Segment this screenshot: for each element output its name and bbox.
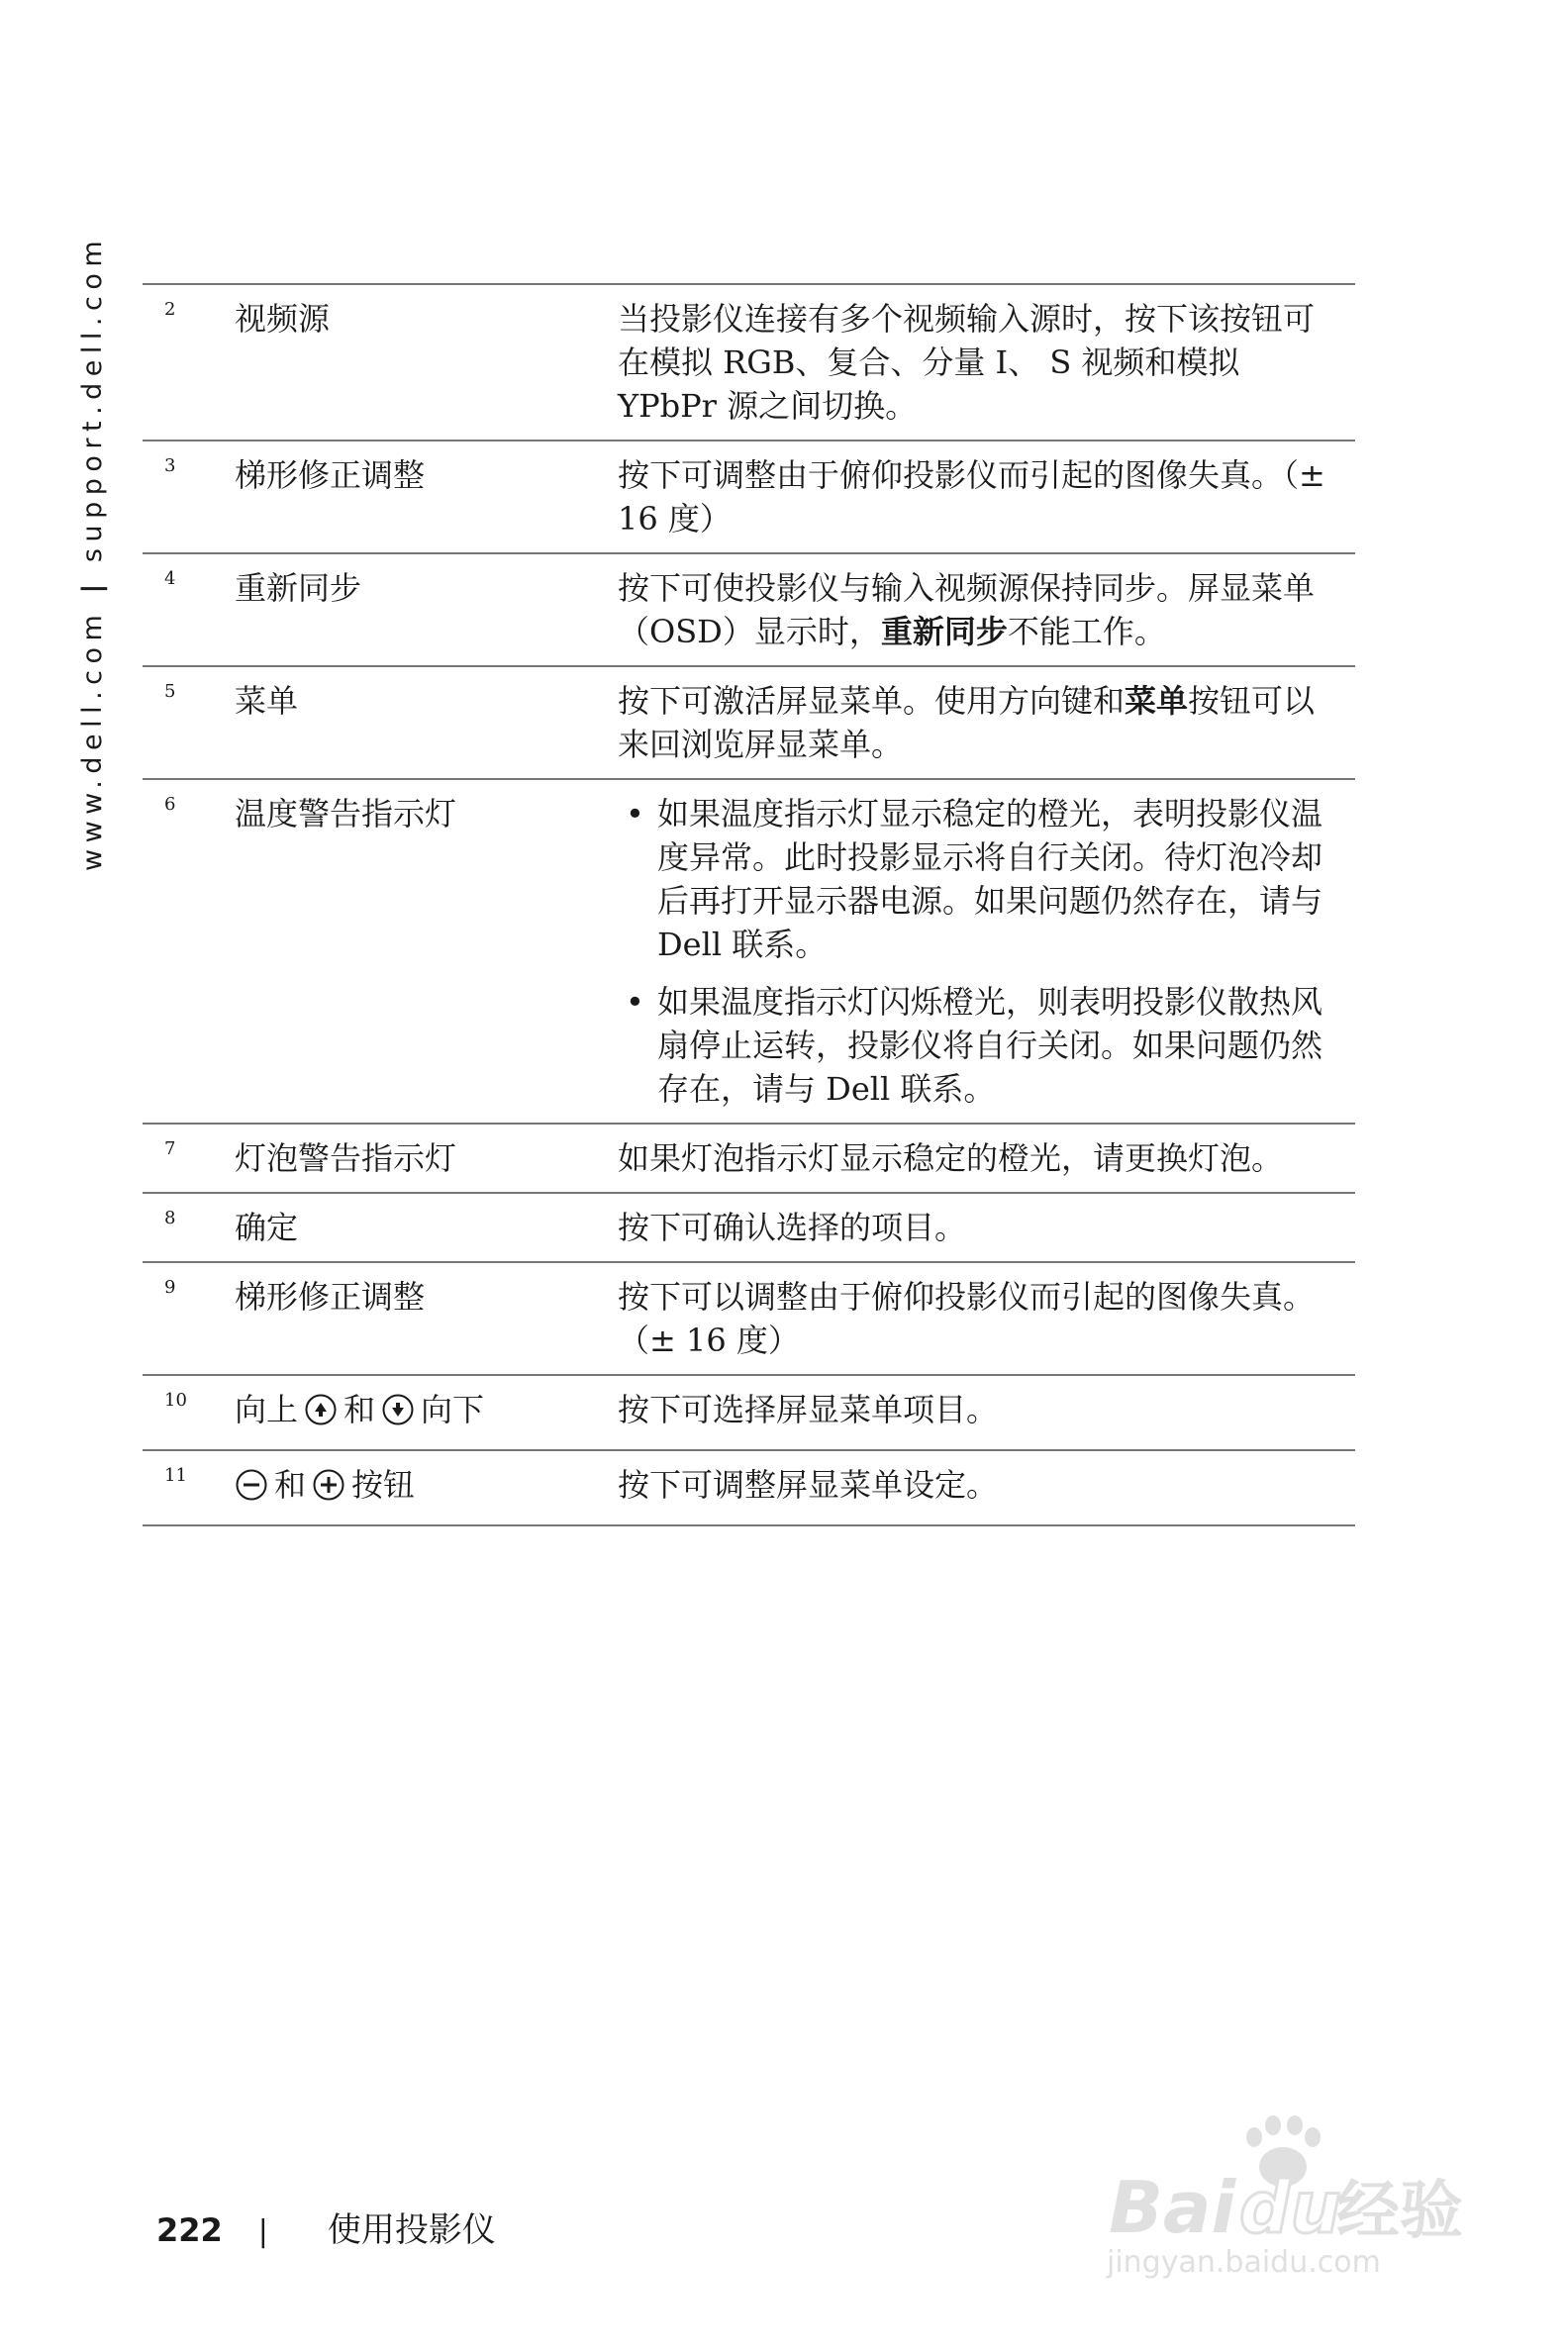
row-name: 确定: [235, 1209, 299, 1246]
row-number: 11: [164, 1465, 187, 1486]
row-description: 按下可调整屏显菜单设定。: [618, 1466, 999, 1504]
table-row: [143, 441, 1355, 554]
table-row: [143, 1194, 1355, 1263]
row-description: 按下可选择屏显菜单项目。: [618, 1391, 999, 1428]
name-text: 和: [343, 1391, 376, 1428]
table-row: [143, 1451, 1355, 1526]
description-text: 按下可激活屏显菜单。使用方向键和: [618, 682, 1126, 720]
row-number: 3: [164, 455, 176, 476]
table-row: [143, 1376, 1355, 1451]
row-number: 6: [164, 794, 176, 815]
row-description: 当投影仪连接有多个视频输入源时，按下该按钮可在模拟 RGB、复合、分量 I、 S 视频和模拟 YPbPr 源之间切换。: [618, 300, 1316, 425]
bullet-item: [618, 792, 1345, 966]
side-url: [77, 235, 108, 871]
row-description: [618, 679, 1355, 766]
row-description: [618, 792, 1355, 1111]
row-description: 如果灯泡指示灯显示稳定的橙光，请更换灯泡。: [618, 1139, 1284, 1177]
table-row: [143, 1125, 1355, 1194]
bullet-item: [618, 980, 1345, 1111]
description-text: 不能工作。: [1007, 613, 1166, 650]
row-name: 菜单: [235, 682, 299, 720]
table-row: [143, 554, 1355, 667]
row-name: 梯形修正调整: [235, 456, 426, 494]
chapter-title: 使用投影仪: [327, 2210, 496, 2250]
row-number: 8: [164, 1208, 176, 1228]
row-description: 按下可确认选择的项目。: [618, 1209, 967, 1246]
watermark-brand-1: Bai: [1109, 2166, 1236, 2249]
table-row: [143, 1263, 1355, 1376]
up-arrow-button-icon: [304, 1393, 338, 1437]
row-number: 10: [164, 1390, 187, 1411]
name-text: 向下: [421, 1391, 485, 1428]
row-name: 灯泡警告指示灯: [235, 1139, 457, 1177]
table-row: [143, 667, 1355, 780]
row-number: 7: [164, 1138, 176, 1159]
name-text: 和: [274, 1466, 307, 1504]
row-number: 4: [164, 568, 176, 589]
row-description: 按下可调整由于俯仰投影仪而引起的图像失真。（± 16 度）: [618, 456, 1325, 538]
description-text: 按下可使投影仪与输入视频源保持同步。屏显菜单 （OSD）显示时，: [618, 569, 1316, 650]
footer-separator: |: [257, 2214, 268, 2249]
description-text: 按钮可以来回浏览屏显菜单。: [618, 682, 1316, 763]
bullet-dot: •: [626, 983, 644, 1021]
page-footer: [156, 2203, 496, 2251]
name-text: 按钮: [351, 1466, 416, 1504]
row-name: 温度警告指示灯: [235, 795, 457, 833]
page-number: 222: [156, 2211, 223, 2249]
bullet-text: 如果温度指示灯闪烁橙光，则表明投影仪散热风扇停止运转，投影仪将自行关闭。如果问题仍然存在，请与 Dell 联系。: [657, 983, 1323, 1108]
watermark-brand-3: 经验: [1336, 2175, 1463, 2248]
row-name: 视频源: [235, 300, 331, 338]
row-name: 梯形修正调整: [235, 1278, 426, 1316]
minus-button-icon: [235, 1468, 268, 1513]
name-text: 向上: [235, 1391, 299, 1428]
bullet-list: [618, 792, 1345, 1111]
row-name: [235, 1463, 618, 1513]
row-description: 按下可以调整由于俯仰投影仪而引起的图像失真。（± 16 度）: [618, 1278, 1316, 1359]
button-description-table: [143, 283, 1355, 1526]
row-number: 5: [164, 681, 176, 702]
row-number: 2: [164, 299, 176, 320]
bullet-text: 如果温度指示灯显示稳定的橙光，表明投影仪温度异常。此时投影显示将自行关闭。待灯泡冷却后再打开显示器电源。如果问题仍然存在，请与 Dell 联系。: [657, 795, 1323, 963]
table-row: [143, 285, 1355, 441]
row-description: [618, 566, 1355, 653]
down-arrow-button-icon: [381, 1393, 415, 1437]
watermark-url: jingyan.baidu.com: [1107, 2245, 1381, 2280]
side-url-left[interactable]: www.dell.com: [77, 608, 108, 871]
side-url-separator: |: [77, 577, 108, 594]
description-bold-term: 重新同步: [880, 613, 1008, 650]
bullet-dot: •: [626, 795, 644, 833]
table-row: [143, 780, 1355, 1125]
side-url-right[interactable]: support.dell.com: [77, 234, 108, 563]
row-name: 重新同步: [235, 569, 362, 607]
row-number: 9: [164, 1277, 176, 1298]
row-name: [235, 1388, 618, 1437]
plus-button-icon: [312, 1468, 345, 1513]
description-bold-term: 菜单: [1125, 682, 1189, 720]
watermark-brand-2: du: [1239, 2166, 1341, 2249]
baidu-jingyan-watermark: [1099, 2113, 1495, 2282]
